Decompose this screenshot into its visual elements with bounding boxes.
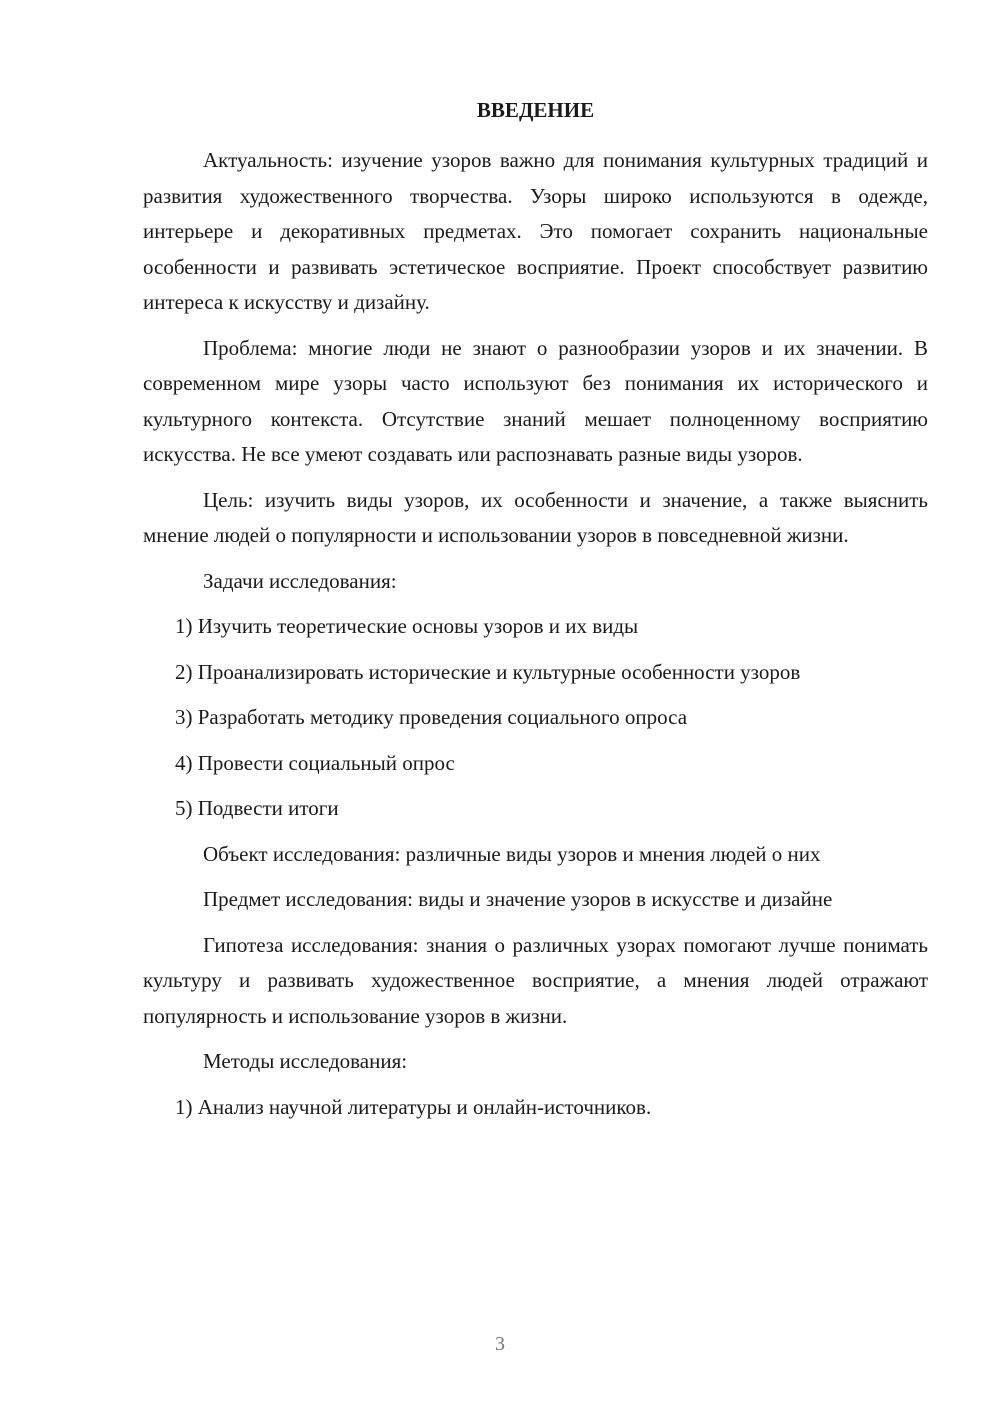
- tasks-list: [143, 609, 928, 827]
- list-item: 3) Разработать методику проведения социального опроса: [175, 705, 688, 729]
- paragraph-subject: Предмет исследования: виды и значение узоров в искусстве и дизайне: [203, 887, 833, 911]
- list-item: 1) Анализ научной литературы и онлайн-источников.: [175, 1094, 652, 1119]
- list-item: 2) Проанализировать исторические и культурные особенности узоров: [175, 659, 801, 684]
- methods-list: [143, 1090, 928, 1126]
- page-number: 3: [495, 1333, 505, 1355]
- methods-heading: Методы исследования:: [203, 1049, 408, 1073]
- document-page: [143, 95, 928, 1135]
- paragraph-hypothesis: Гипотеза исследования: знания о различных узорах помогают лучше понимать культуру и развивать художественное восприятие, а мнения людей отражают популярность и использование узоров в жизни.: [143, 932, 928, 1028]
- tasks-heading: Задачи исследования:: [203, 568, 397, 593]
- page-title: ВВЕДЕНИЕ: [476, 98, 595, 122]
- paragraph-object: Объект исследования: различные виды узоров и мнения людей о них: [203, 841, 821, 866]
- list-item: 5) Подвести итоги: [175, 796, 339, 820]
- paragraph-relevance: Актуальность: изучение узоров важно для понимания культурных традиций и развития художественного творчества. Узоры широко используются в одежде, интерьере и декоративных предметах. Это помогает сохранить национальные особенности и развивать эстетическое восприятие. Проект способствует развитию интереса к искусству и дизайну.: [143, 148, 928, 314]
- list-item: 1) Изучить теоретические основы узоров и их виды: [175, 614, 639, 638]
- list-item: 4) Провести социальный опрос: [175, 750, 455, 775]
- paragraph-problem: Проблема: многие люди не знают о разнообразии узоров и их значении. В современном мире узоры часто используют без понимания их исторического и культурного контекста. Отсутствие знаний мешает полноценному восприятию искусства. Не все умеют создавать или распознавать разные виды узоров.: [143, 335, 928, 466]
- paragraph-goal: Цель: изучить виды узоров, их особенности и значение, а также выяснить мнение людей о популярности и использовании узоров в повседневной жизни.: [143, 487, 928, 547]
